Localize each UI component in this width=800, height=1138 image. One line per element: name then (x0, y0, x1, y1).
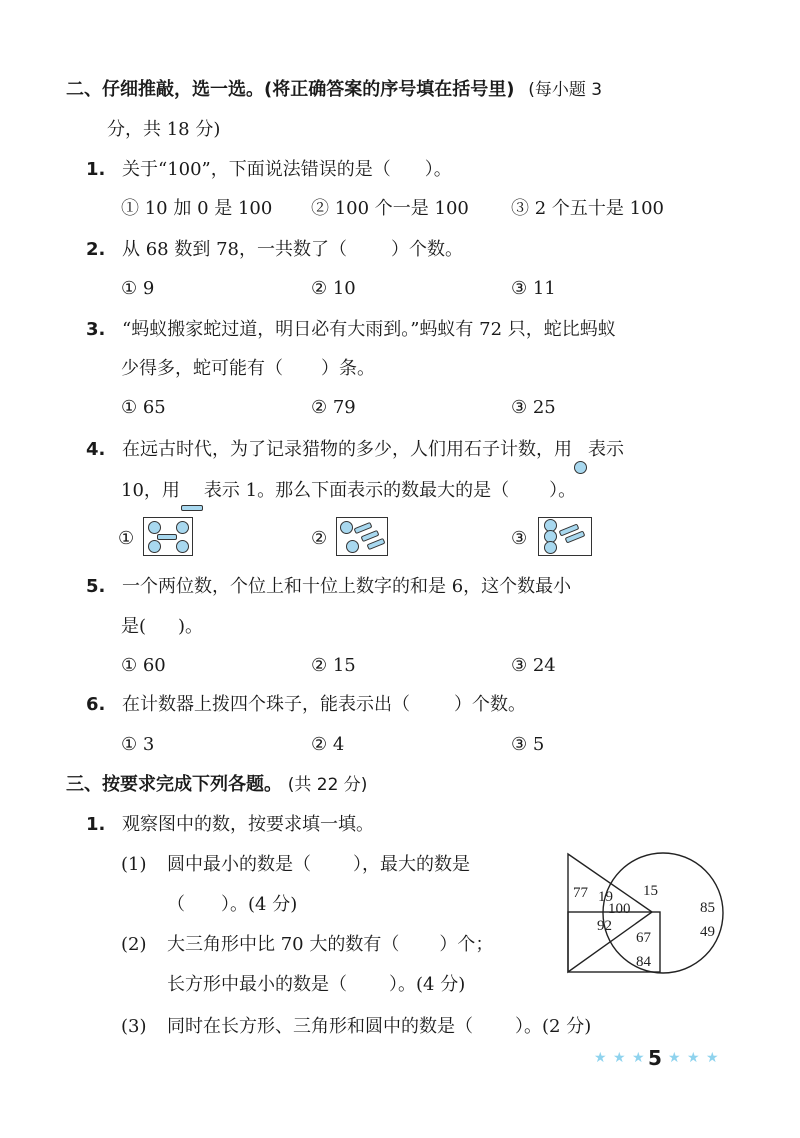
page-number: 5 (648, 1046, 662, 1070)
question-text-end: ）。 (424, 159, 452, 180)
q1-option-1[interactable]: ① 10 加 0 是 100 (121, 198, 273, 219)
section3-heading: 三、按要求完成下列各题。 (66, 774, 282, 795)
diagram-number: 15 (643, 883, 658, 899)
question-5-line2 (121, 615, 203, 639)
q3-option-2[interactable]: ② 79 (311, 397, 356, 418)
question-text: 少得多，蛇可能有（ (121, 358, 283, 379)
star-decoration-icon: ★ ★ ★ (594, 1050, 646, 1066)
question-text: 从 68 数到 78，一共数了（ (122, 239, 347, 260)
section3-heading-line (66, 773, 367, 797)
q5-option-2[interactable]: ② 15 (311, 655, 356, 676)
question-1 (86, 158, 452, 182)
stone-icon (148, 540, 161, 553)
sub-text: 同时在长方形、三角形和圆中的数是（ (167, 1016, 473, 1037)
stone-icon (176, 540, 189, 553)
question-3 (86, 318, 616, 342)
diagram-number: 84 (636, 954, 651, 970)
diagram-number: 19 (598, 889, 613, 905)
question-text: 10，用 (121, 480, 180, 501)
section2-score-note-line (107, 118, 220, 142)
q5-option-3[interactable]: ③ 24 (511, 655, 556, 676)
question-text-mid: 表示 1。那么下面表示的数最大的是（ (203, 480, 510, 501)
q1-option-2[interactable]: ② 100 个一是 100 (311, 198, 469, 219)
q6-option-1[interactable]: ① 3 (121, 734, 155, 755)
s3-sub1-line2 (167, 893, 297, 917)
stick-icon (157, 534, 177, 540)
question-4 (86, 438, 624, 462)
section2-score-note-b: 分，共 18 分) (107, 119, 221, 140)
sub-text: 长方形中最小的数是（ (167, 974, 347, 995)
question-text-end: ）。 (549, 480, 577, 501)
q4-option-3-label[interactable]: ③ (511, 528, 528, 549)
stick-icon (367, 538, 386, 550)
s3-sub2-line2 (167, 973, 465, 997)
sub-text: 圆中最小的数是（ (167, 854, 311, 875)
question-number: 4. (86, 439, 106, 460)
question-text-end: )。 (178, 616, 204, 637)
question-number: 1. (86, 814, 106, 835)
q2-option-1[interactable]: ① 9 (121, 278, 155, 299)
diagram-number: 85 (700, 900, 715, 916)
stone-icon (346, 540, 359, 553)
q6-option-2[interactable]: ② 4 (311, 734, 345, 755)
s3-sub2 (121, 933, 493, 957)
sub-number: (2) (121, 934, 147, 955)
sub-text-end: ）个； (439, 934, 494, 955)
sub-text-end: ）。(4 分) (389, 974, 466, 995)
q3-option-3[interactable]: ③ 25 (511, 397, 556, 418)
q4-option-1-label[interactable]: ① (118, 528, 135, 549)
s3-question-1 (86, 813, 374, 837)
q2-option-3[interactable]: ③ 11 (511, 278, 556, 299)
question-number: 5. (86, 576, 106, 597)
question-number: 1. (86, 159, 106, 180)
q4-option-3-picture[interactable] (538, 517, 592, 556)
shapes-diagram (560, 850, 730, 974)
section2-score-note-a: (每小题 3 (528, 80, 603, 100)
question-text: 是( (121, 616, 147, 637)
question-text: 一个两位数，个位上和十位上数字的和是 6，这个数最小 (122, 576, 572, 597)
sub-number: (1) (121, 854, 147, 875)
q4-option-1-picture[interactable] (143, 517, 193, 556)
diagram-number: 100 (608, 901, 631, 917)
diagram-number: 77 (573, 885, 588, 901)
question-2 (86, 238, 463, 262)
question-text: 在计数器上拨四个珠子，能表示出（ (122, 694, 410, 715)
sub-text: （ (167, 894, 185, 915)
section3-score-note: (共 22 分) (287, 775, 368, 795)
question-text-end: ）条。 (321, 358, 375, 379)
q6-option-3[interactable]: ③ 5 (511, 734, 545, 755)
question-4-line2 (121, 479, 576, 503)
question-6 (86, 693, 526, 717)
question-5 (86, 575, 571, 599)
question-number: 2. (86, 239, 106, 260)
section2-heading: 二、仔细推敲，选一选。(将正确答案的序号填在括号里) (66, 79, 515, 100)
s3-sub1 (121, 853, 470, 877)
q5-option-1[interactable]: ① 60 (121, 655, 166, 676)
stone-icon (148, 521, 161, 534)
question-text-end: 表示 (588, 439, 624, 460)
question-text: 观察图中的数，按要求填一填。 (122, 814, 374, 835)
s3-sub3 (121, 1015, 591, 1039)
question-3-line2 (121, 357, 375, 381)
question-number: 6. (86, 694, 106, 715)
sub-text-end: ）。(4 分) (221, 894, 298, 915)
q2-option-2[interactable]: ② 10 (311, 278, 356, 299)
question-text: “蚂蚁搬家蛇过道，明日必有大雨到。”蚂蚁有 72 只，蛇比蚂蚁 (122, 319, 616, 340)
stone-icon (340, 521, 353, 534)
question-text-end: ）个数。 (454, 694, 526, 715)
sub-text: 大三角形中比 70 大的数有（ (167, 934, 400, 955)
question-text-end: ）个数。 (390, 239, 463, 260)
q1-option-3[interactable]: ③ 2 个五十是 100 (511, 198, 664, 219)
diagram-number: 67 (636, 930, 651, 946)
q4-option-2-picture[interactable] (336, 517, 388, 556)
sub-text-end: ）。(2 分) (515, 1016, 592, 1037)
sub-text-end: ），最大的数是 (353, 854, 470, 875)
star-decoration-icon: ★ ★ ★ (668, 1050, 720, 1066)
question-number: 3. (86, 319, 106, 340)
q4-option-2-label[interactable]: ② (311, 528, 328, 549)
sub-number: (3) (121, 1016, 147, 1037)
question-text: 关于“100”，下面说法错误的是（ (122, 159, 391, 180)
section2-heading-line (66, 78, 602, 102)
question-text: 在远古时代，为了记录猎物的多少，人们用石子计数，用 (122, 439, 572, 460)
q3-option-1[interactable]: ① 65 (121, 397, 166, 418)
diagram-number: 49 (700, 924, 715, 940)
stone-icon (544, 541, 557, 554)
diagram-number: 92 (597, 918, 612, 934)
stone-icon (176, 521, 189, 534)
